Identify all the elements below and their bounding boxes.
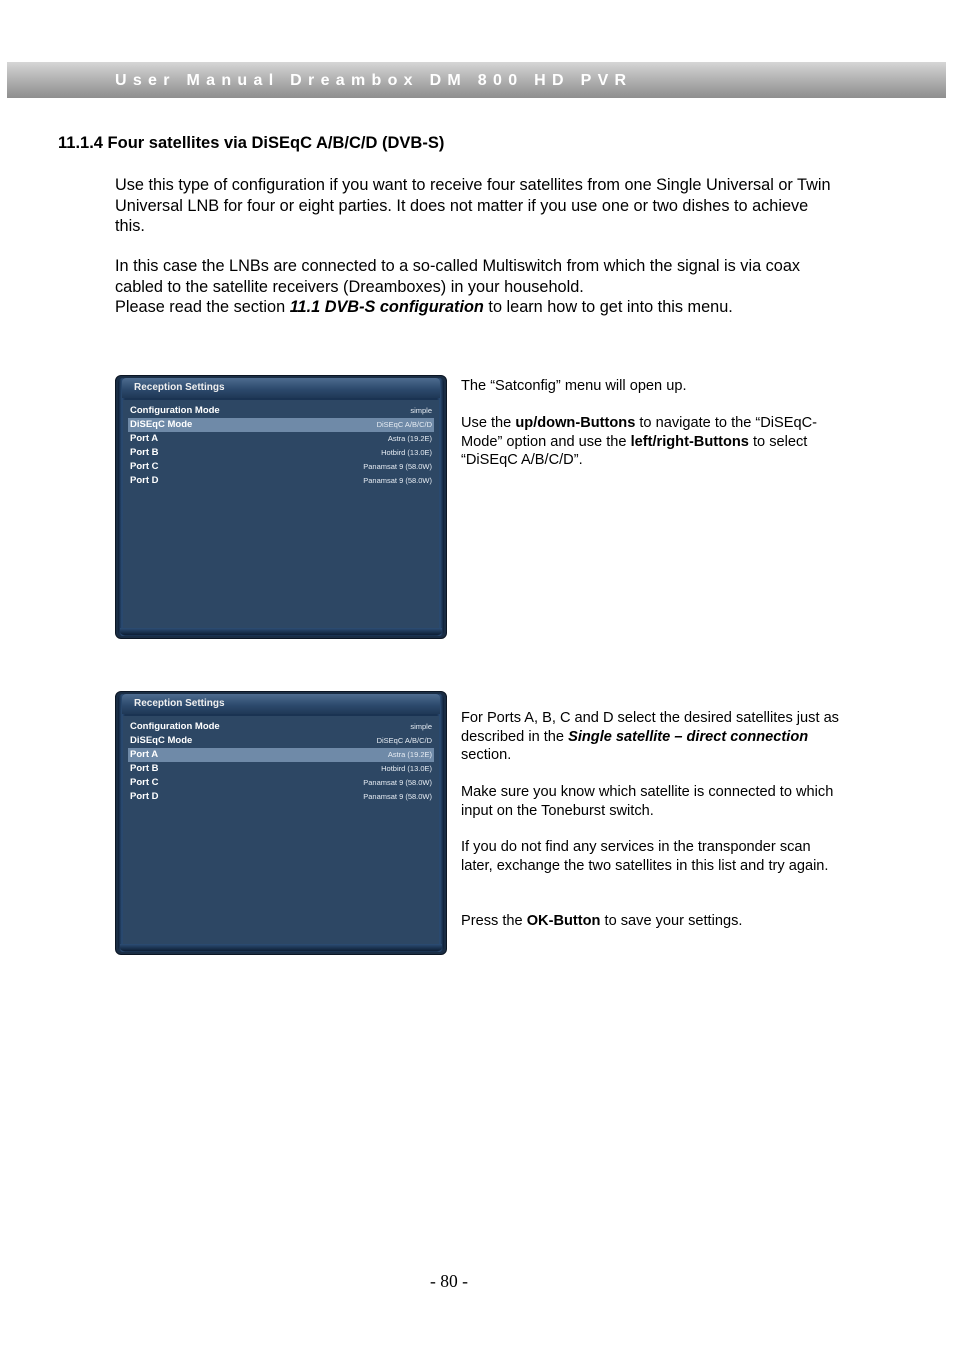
settings-row-diseqc-mode[interactable] [128, 734, 434, 748]
description-2-toneburst: Make sure you know which satellite is connected to which input on the Toneburst switch. [461, 784, 834, 819]
intro-p3-pre: Please read the section [115, 298, 290, 316]
desc1-post: to select “DiSEqC A/B/C/D”. [461, 433, 808, 468]
desc1-bold-updown: up/down-Buttons [515, 415, 636, 431]
desc2-section-reference: Single satellite – direct connection [568, 728, 809, 745]
settings-row-port-c[interactable] [128, 776, 434, 790]
settings-list [123, 716, 439, 944]
intro-paragraph-1: Use this type of configuration if you want to receive four satellites from one Single Universal or Twin Universal LNB for four or eight parties. It does not matter if you use one or two dishes to achieve this. [115, 176, 831, 235]
row-label: Port C [130, 777, 159, 788]
row-label: Port C [130, 461, 159, 472]
description-1-instructions [461, 414, 841, 470]
screen-title: Reception Settings [134, 698, 225, 709]
screen-bottom-edge [120, 628, 442, 635]
desc2-d-post: to save your settings. [600, 913, 743, 929]
desc1-bold-leftright: left/right-Buttons [630, 433, 749, 450]
desc2-ok-button-text: OK-Button [526, 913, 601, 929]
screen-titlebar [122, 378, 440, 398]
row-value: Panamsat 9 (58.0W) [363, 476, 432, 485]
settings-row-configuration-mode[interactable] [128, 720, 434, 734]
row-label: Port B [130, 763, 159, 774]
row-label: Port B [130, 447, 159, 458]
row-label: Port D [130, 475, 159, 486]
settings-row-configuration-mode[interactable] [128, 404, 434, 418]
intro-paragraph-2: In this case the LNBs are connected to a so-called Multiswitch from which the signal is via coax cabled to the satellite receivers (Dreamboxes) in your household. [115, 257, 801, 296]
settings-row-port-d[interactable] [128, 474, 434, 488]
desc1-mid: to navigate to the “DiSEqC-Mode” option and use the [461, 415, 818, 450]
row-value: simple [410, 406, 432, 415]
row-value: Hotbird (13.0E) [381, 448, 432, 457]
screen-titlebar [122, 694, 440, 714]
row-label: Configuration Mode [130, 405, 220, 416]
description-2-ports [461, 709, 841, 765]
screen-title: Reception Settings [134, 382, 225, 393]
row-label: DiSEqC Mode [130, 419, 193, 430]
settings-row-port-c[interactable] [128, 460, 434, 474]
desc2-a-pre: For Ports A, B, C and D select the desired satellites just as described in the [461, 710, 839, 745]
row-label: DiSEqC Mode [130, 735, 193, 746]
reception-settings-screenshot-1 [115, 375, 447, 639]
settings-row-port-a[interactable] [128, 748, 434, 762]
settings-row-port-a[interactable] [128, 432, 434, 446]
row-value: Panamsat 9 (58.0W) [363, 792, 432, 801]
row-value: Astra (19.2E) [387, 434, 432, 443]
desc1-pre: Use the [461, 415, 516, 431]
row-label: Configuration Mode [130, 721, 220, 732]
description-2-no-services: If you do not find any services in the transponder scan later, exchange the two satellites in this list and try again. [461, 839, 829, 874]
reception-settings-screenshot-2 [115, 691, 447, 955]
desc2-a-post: section. [461, 747, 512, 763]
row-value: simple [410, 722, 432, 731]
row-label: Port D [130, 791, 159, 802]
header-title: User Manual Dreambox DM 800 HD PVR [115, 72, 633, 89]
intro-paragraph-3 [115, 297, 835, 318]
page-number: - 80 - [430, 1271, 468, 1291]
settings-row-port-b[interactable] [128, 446, 434, 460]
settings-row-diseqc-mode[interactable] [128, 418, 434, 432]
row-value: DiSEqC A/B/C/D [376, 420, 432, 429]
settings-row-port-d[interactable] [128, 790, 434, 804]
row-value: Astra (19.2E) [387, 750, 432, 759]
screen-bottom-edge [120, 944, 442, 951]
section-reference: 11.1 DVB-S configuration [289, 298, 484, 316]
row-value: Panamsat 9 (58.0W) [363, 462, 432, 471]
intro-p3-post: to learn how to get into this menu. [483, 298, 733, 316]
description-1-intro: The “Satconfig” menu will open up. [461, 378, 687, 394]
section-title: 11.1.4 Four satellites via DiSEqC A/B/C/D (DVB-S) [58, 134, 445, 152]
row-value: Panamsat 9 (58.0W) [363, 778, 432, 787]
row-value: Hotbird (13.0E) [381, 764, 432, 773]
settings-list [123, 400, 439, 628]
desc2-d-pre: Press the [461, 913, 527, 929]
row-label: Port A [130, 749, 159, 760]
row-label: Port A [130, 433, 159, 444]
settings-row-port-b[interactable] [128, 762, 434, 776]
description-2-save [461, 912, 841, 931]
header-bar [7, 62, 946, 98]
row-value: DiSEqC A/B/C/D [376, 736, 432, 745]
